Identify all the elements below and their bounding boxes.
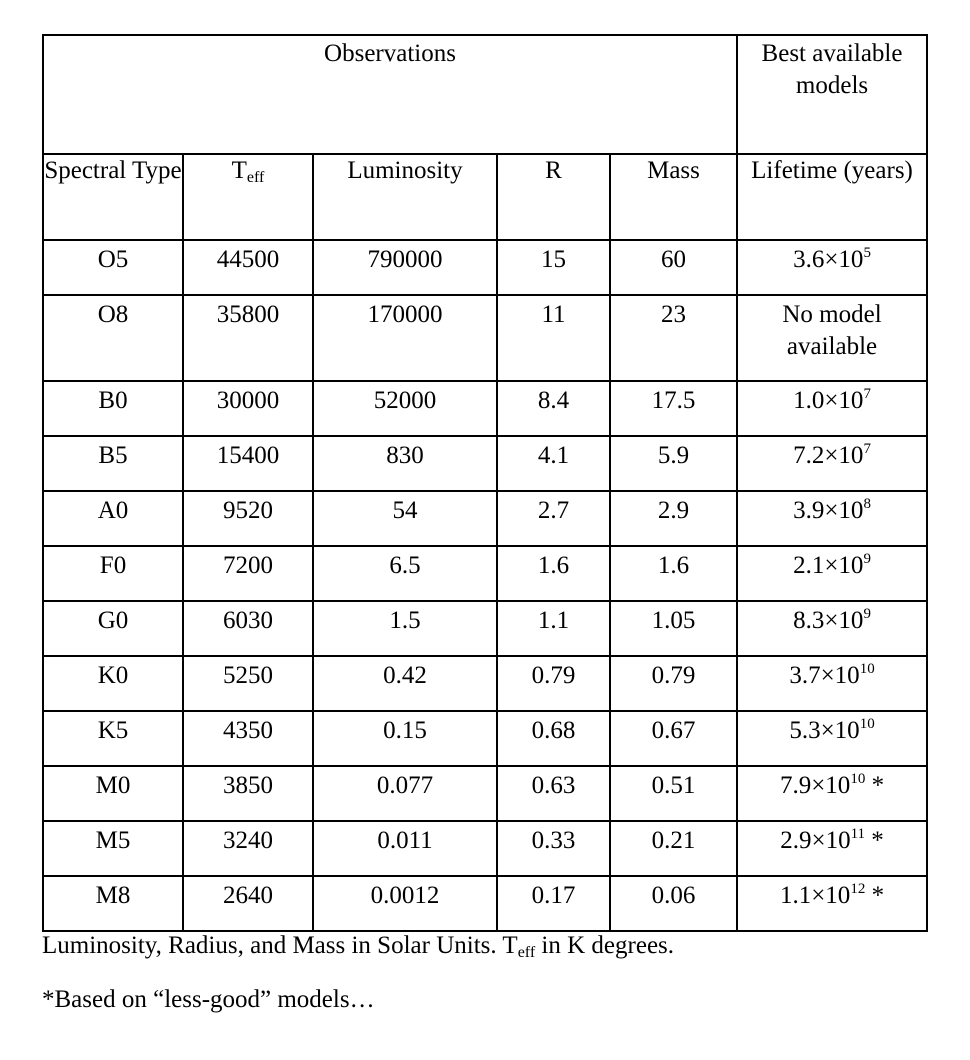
mass-cell: 1.05 xyxy=(610,601,737,656)
lifetime-exponent: 10 xyxy=(850,771,866,787)
spectral-type-cell: G0 xyxy=(43,601,183,656)
teff-cell: 3850 xyxy=(183,766,313,821)
lifetime-exponent: 8 xyxy=(863,496,871,512)
table-row xyxy=(43,711,927,766)
luminosity-cell: 54 xyxy=(313,491,497,546)
radius-header: R xyxy=(497,154,610,240)
table-row xyxy=(43,876,927,931)
table-row xyxy=(43,240,927,295)
units-note-after: in K degrees. xyxy=(535,932,675,959)
luminosity-cell: 0.0012 xyxy=(313,876,497,931)
lifetime-mantissa: 1.1×10 xyxy=(779,882,851,909)
radius-cell: 11 xyxy=(497,295,610,381)
teff-cell: 2640 xyxy=(183,876,313,931)
spectral-type-cell: M5 xyxy=(43,821,183,876)
observations-group-header: Observations xyxy=(43,35,737,154)
lifetime-mantissa: 2.1×10 xyxy=(793,552,864,579)
spectral-type-cell: K5 xyxy=(43,711,183,766)
mass-cell: 0.21 xyxy=(610,821,737,876)
lifetime-exponent: 9 xyxy=(863,606,871,622)
mass-cell: 0.51 xyxy=(610,766,737,821)
spectral-type-cell: A0 xyxy=(43,491,183,546)
lifetime-cell xyxy=(737,821,927,876)
lifetime-exponent: 9 xyxy=(863,551,871,567)
teff-cell: 3240 xyxy=(183,821,313,876)
table-row xyxy=(43,821,927,876)
lifetime-asterisk: * xyxy=(865,827,884,854)
luminosity-cell: 830 xyxy=(313,436,497,491)
mass-header: Mass xyxy=(610,154,737,240)
radius-cell: 8.4 xyxy=(497,381,610,436)
radius-cell: 15 xyxy=(497,240,610,295)
table-row xyxy=(43,381,927,436)
footnote: *Based on “less-good” models… xyxy=(42,986,375,1013)
mass-cell: 5.9 xyxy=(610,436,737,491)
lifetime-mantissa: 8.3×10 xyxy=(793,607,864,634)
spectral-type-cell: M8 xyxy=(43,876,183,931)
units-note-subscript: eff xyxy=(517,944,536,961)
lifetime-asterisk: * xyxy=(865,882,885,909)
radius-cell: 0.79 xyxy=(497,656,610,711)
lifetime-exponent: 10 xyxy=(859,716,875,732)
spectral-type-cell: O5 xyxy=(43,240,183,295)
lifetime-mantissa: 5.3×10 xyxy=(789,717,860,744)
lifetime-mantissa: 3.7×10 xyxy=(789,662,860,689)
teff-cell: 44500 xyxy=(183,240,313,295)
luminosity-header: Luminosity xyxy=(313,154,497,240)
lifetime-cell xyxy=(737,876,927,931)
lifetime-cell: No model available xyxy=(737,295,927,381)
radius-cell: 0.33 xyxy=(497,821,610,876)
teff-cell: 7200 xyxy=(183,546,313,601)
lifetime-exponent: 7 xyxy=(863,441,871,457)
luminosity-cell: 0.077 xyxy=(313,766,497,821)
lifetime-cell xyxy=(737,711,927,766)
spectral-type-cell: B5 xyxy=(43,436,183,491)
table-row xyxy=(43,546,927,601)
teff-header-subscript: eff xyxy=(246,169,265,186)
lifetime-mantissa: 3.6×10 xyxy=(793,246,864,273)
teff-cell: 15400 xyxy=(183,436,313,491)
teff-cell: 30000 xyxy=(183,381,313,436)
lifetime-exponent: 11 xyxy=(850,826,866,842)
spectral-type-cell: B0 xyxy=(43,381,183,436)
lifetime-exponent: 12 xyxy=(850,881,866,897)
mass-cell: 23 xyxy=(610,295,737,381)
lifetime-mantissa: 3.9×10 xyxy=(793,497,864,524)
teff-header-base: T xyxy=(231,157,247,184)
table-row xyxy=(43,295,927,381)
luminosity-cell: 52000 xyxy=(313,381,497,436)
lifetime-asterisk: * xyxy=(865,772,885,799)
radius-cell: 0.63 xyxy=(497,766,610,821)
table-row xyxy=(43,766,927,821)
luminosity-cell: 170000 xyxy=(313,295,497,381)
lifetime-cell xyxy=(737,546,927,601)
lifetime-header: Lifetime (years) xyxy=(737,154,927,240)
teff-cell: 4350 xyxy=(183,711,313,766)
lifetime-exponent: 5 xyxy=(863,245,871,261)
mass-cell: 60 xyxy=(610,240,737,295)
group-header-row xyxy=(43,35,927,154)
mass-cell: 0.67 xyxy=(610,711,737,766)
mass-cell: 0.06 xyxy=(610,876,737,931)
table-row xyxy=(43,601,927,656)
luminosity-cell: 0.42 xyxy=(313,656,497,711)
lifetime-mantissa: 7.2×10 xyxy=(793,442,864,469)
spectral-type-cell: F0 xyxy=(43,546,183,601)
lifetime-cell xyxy=(737,656,927,711)
teff-cell: 9520 xyxy=(183,491,313,546)
radius-cell: 1.6 xyxy=(497,546,610,601)
lifetime-cell xyxy=(737,381,927,436)
lifetime-cell xyxy=(737,436,927,491)
units-note xyxy=(42,932,674,962)
spectral-type-cell: K0 xyxy=(43,656,183,711)
lifetime-cell xyxy=(737,240,927,295)
stellar-properties-table xyxy=(42,34,928,932)
luminosity-cell: 1.5 xyxy=(313,601,497,656)
column-header-row xyxy=(43,154,927,240)
radius-cell: 0.17 xyxy=(497,876,610,931)
teff-cell: 35800 xyxy=(183,295,313,381)
radius-cell: 1.1 xyxy=(497,601,610,656)
lifetime-cell xyxy=(737,491,927,546)
table-row xyxy=(43,491,927,546)
lifetime-mantissa: 1.0×10 xyxy=(793,387,864,414)
spectral-type-header: Spectral Type xyxy=(43,154,183,240)
spectral-type-cell: M0 xyxy=(43,766,183,821)
lifetime-cell xyxy=(737,601,927,656)
radius-cell: 0.68 xyxy=(497,711,610,766)
luminosity-cell: 6.5 xyxy=(313,546,497,601)
luminosity-cell: 0.15 xyxy=(313,711,497,766)
lifetime-mantissa: 7.9×10 xyxy=(779,772,851,799)
lifetime-cell xyxy=(737,766,927,821)
radius-cell: 4.1 xyxy=(497,436,610,491)
luminosity-cell: 0.011 xyxy=(313,821,497,876)
teff-header xyxy=(183,154,313,240)
models-group-header: Best available models xyxy=(737,35,927,154)
mass-cell: 2.9 xyxy=(610,491,737,546)
mass-cell: 1.6 xyxy=(610,546,737,601)
luminosity-cell: 790000 xyxy=(313,240,497,295)
lifetime-mantissa: 2.9×10 xyxy=(780,827,851,854)
lifetime-exponent: 7 xyxy=(863,386,871,402)
mass-cell: 0.79 xyxy=(610,656,737,711)
teff-cell: 6030 xyxy=(183,601,313,656)
spectral-type-cell: O8 xyxy=(43,295,183,381)
radius-cell: 2.7 xyxy=(497,491,610,546)
lifetime-exponent: 10 xyxy=(859,661,875,677)
table-row xyxy=(43,436,927,491)
teff-cell: 5250 xyxy=(183,656,313,711)
table-row xyxy=(43,656,927,711)
mass-cell: 17.5 xyxy=(610,381,737,436)
units-note-before: Luminosity, Radius, and Mass in Solar Units. T xyxy=(42,932,518,959)
